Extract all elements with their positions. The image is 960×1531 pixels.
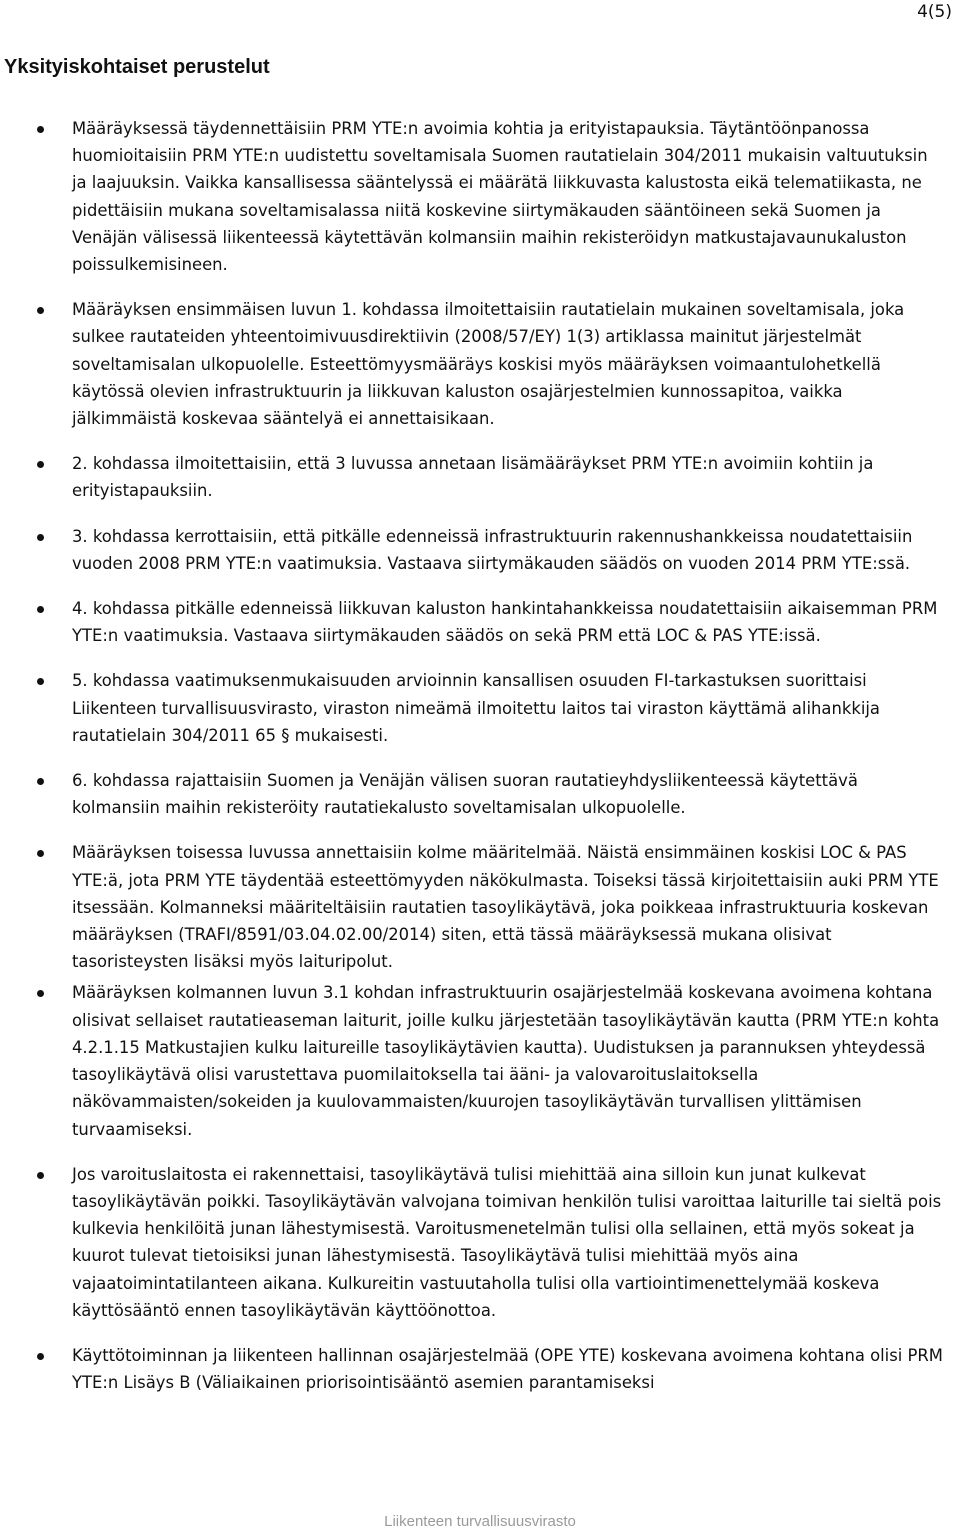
paragraph-text: Määräyksen ensimmäisen luvun 1. kohdassa ilmoitettaisiin rautatielain mukainen soveltamisala, joka sulkee rautateiden yhteentoimivuusdirektiivin (2008/57/EY) 1(3) artiklassa mainitut järjestelmät soveltamisalan ulkopuolelle. Esteettömyysmääräys koskisi myös määräyksen voimaantulohetkellä käytössä olevien infrastruktuurin ja liikkuvan kaluston osajärjestelmien kunnossapitoa, vaikka jälkimmäistä koskevaa sääntelyä ei annettaisikaan. <box>72 300 905 429</box>
bullet-dot-icon <box>37 606 44 613</box>
bullet-item <box>0 839 960 975</box>
bullet-item <box>0 115 960 278</box>
paragraph-text: Määräyksen toisessa luvussa annettaisiin kolme määritelmää. Näistä ensimmäinen koskisi LOC & PAS YTE:ä, jota PRM YTE täydentää esteettömyyden näkökulmasta. Toiseksi tässä kirjoitettaisiin auki PRM YTE itsessään. Kolmanneksi määriteltäisiin rautatien tasoylikäytävä, joka poikkeaa infrastruktuuria koskevan määräyksen (TRAFI/8591/03.04.02.00/2014) siten, että tässä määräyksessä mukana olisivat tasoristeysten lisäksi myös laituripolut. <box>72 843 939 972</box>
footer-agency-name: Liikenteen turvallisuusvirasto <box>384 1513 576 1530</box>
bullet-dot-icon <box>37 307 44 314</box>
bullet-item <box>0 767 960 821</box>
paragraph-text: 3. kohdassa kerrottaisiin, että pitkälle edenneissä infrastruktuurin rakennushankkeissa noudatettaisiin vuoden 2008 PRM YTE:n vaatimuksia. Vastaava siirtymäkauden säädös on vuoden 2014 PRM YTE:ssä. <box>72 526 913 573</box>
paragraph-text: 2. kohdassa ilmoitettaisiin, että 3 luvussa annetaan lisämääräykset PRM YTE:n avoimiin kohtiin ja erityistapauksiin. <box>72 454 874 501</box>
bullet-dot-icon <box>37 678 44 685</box>
bullet-dot-icon <box>37 461 44 468</box>
bullet-item <box>0 667 960 749</box>
section-heading: Yksityiskohtaiset perustelut <box>4 56 270 78</box>
paragraph-text: 6. kohdassa rajattaisiin Suomen ja Venäjän välisen suoran rautatieyhdysliikenteessä käytettävä kolmansiin maihin rekisteröity rautatiekalusto soveltamisalan ulkopuolelle. <box>72 771 858 818</box>
bullet-dot-icon <box>37 534 44 541</box>
page-number: 4(5) <box>917 2 952 22</box>
paragraph-text: Määräyksessä täydennettäisiin PRM YTE:n avoimia kohtia ja erityistapauksia. Täytäntöönpanossa huomioitaisiin PRM YTE:n uudistettu soveltamisala Suomen rautatielain 304/2011 mukaisin valtuutuksin ja laajuuksin. Vaikka kansallisessa sääntelyssä ei määrätä liikkuvasta kalustosta eikä telematiikasta, ne pidettäisiin mukana soveltamisalassa niitä koskevine siirtymäkauden sääntöineen sekä Suomen ja Venäjän välisessä liikenteessä käytettävän kolmansiin maihin rekisteröidyn matkustajavaunukaluston poissulkemisineen. <box>72 119 928 275</box>
bullet-item <box>0 979 960 1142</box>
bullet-item <box>0 1161 960 1324</box>
bullet-dot-icon <box>37 126 44 133</box>
bullet-item <box>0 1342 960 1396</box>
bullet-dot-icon <box>37 990 44 997</box>
bullet-item <box>0 450 960 504</box>
paragraph-text: 5. kohdassa vaatimuksenmukaisuuden arvioinnin kansallisen osuuden FI-tarkastuksen suorittaisi Liikenteen turvallisuusvirasto, viraston nimeämä ilmoitettu laitos tai viraston käyttämä alihankkija rautatielain 304/2011 65 § mukaisesti. <box>72 671 880 745</box>
bullet-item <box>0 523 960 577</box>
bullet-dot-icon <box>37 1353 44 1360</box>
bullet-dot-icon <box>37 778 44 785</box>
bullet-item <box>0 296 960 432</box>
paragraph-text: Käyttötoiminnan ja liikenteen hallinnan osajärjestelmää (OPE YTE) koskevana avoimena kohtana olisi PRM YTE:n Lisäys B (Väliaikainen priorisointisääntö asemien parantamiseksi <box>72 1345 943 1393</box>
paragraph-text: 4. kohdassa pitkälle edenneissä liikkuvan kaluston hankintahankkeissa noudatettaisiin aikaisemman PRM YTE:n vaatimuksia. Vastaava siirtymäkauden säädös on sekä PRM että LOC & PAS YTE:issä. <box>72 599 938 646</box>
bullet-dot-icon <box>37 850 44 857</box>
paragraph-text: Määräyksen kolmannen luvun 3.1 kohdan infrastruktuurin osajärjestelmää koskevana avoimena kohtana olisivat sellaiset rautatieaseman laiturit, joille kulku järjestetään tasoylikäytävän kautta (PRM YTE:n kohta 4.2.1.15 Matkustajien kulku laitureille tasoylikäytävien kautta). Uudistuksen ja parannuksen yhteydessä tasoylikäytävä olisi varustettava puomilaitoksella tai ääni- ja valovaroituslaitoksella näkövammaisten/sokeiden ja kuulovammaisten/kuurojen tasoylikäytävän turvallisen ylittämisen turvaamiseksi. <box>72 983 940 1139</box>
bullet-list <box>0 115 960 1414</box>
bullet-item <box>0 595 960 649</box>
paragraph-text: Jos varoituslaitosta ei rakennettaisi, tasoylikäytävä tulisi miehittää aina silloin kun junat kulkevat tasoylikäytävän poikki. Tasoylikäytävän valvojana toimivan henkilön tulisi varoittaa laiturille tai sieltä pois kulkevia henkilöitä junan lähestymisestä. Varoitusmenetelmän tulisi olla sellainen, että myös sokeat ja kuurot tulevat tietoisiksi junan lähestymisestä. Tasoylikäytävä tulisi miehittää myös aina vajaatoimintatilanteen aikana. Kulkureitin vastuutaholla tulisi olla vartiointimenettelymää koskeva käyttösääntö ennen tasoylikäytävän käyttöönottoa. <box>72 1164 942 1320</box>
bullet-dot-icon <box>37 1172 44 1179</box>
